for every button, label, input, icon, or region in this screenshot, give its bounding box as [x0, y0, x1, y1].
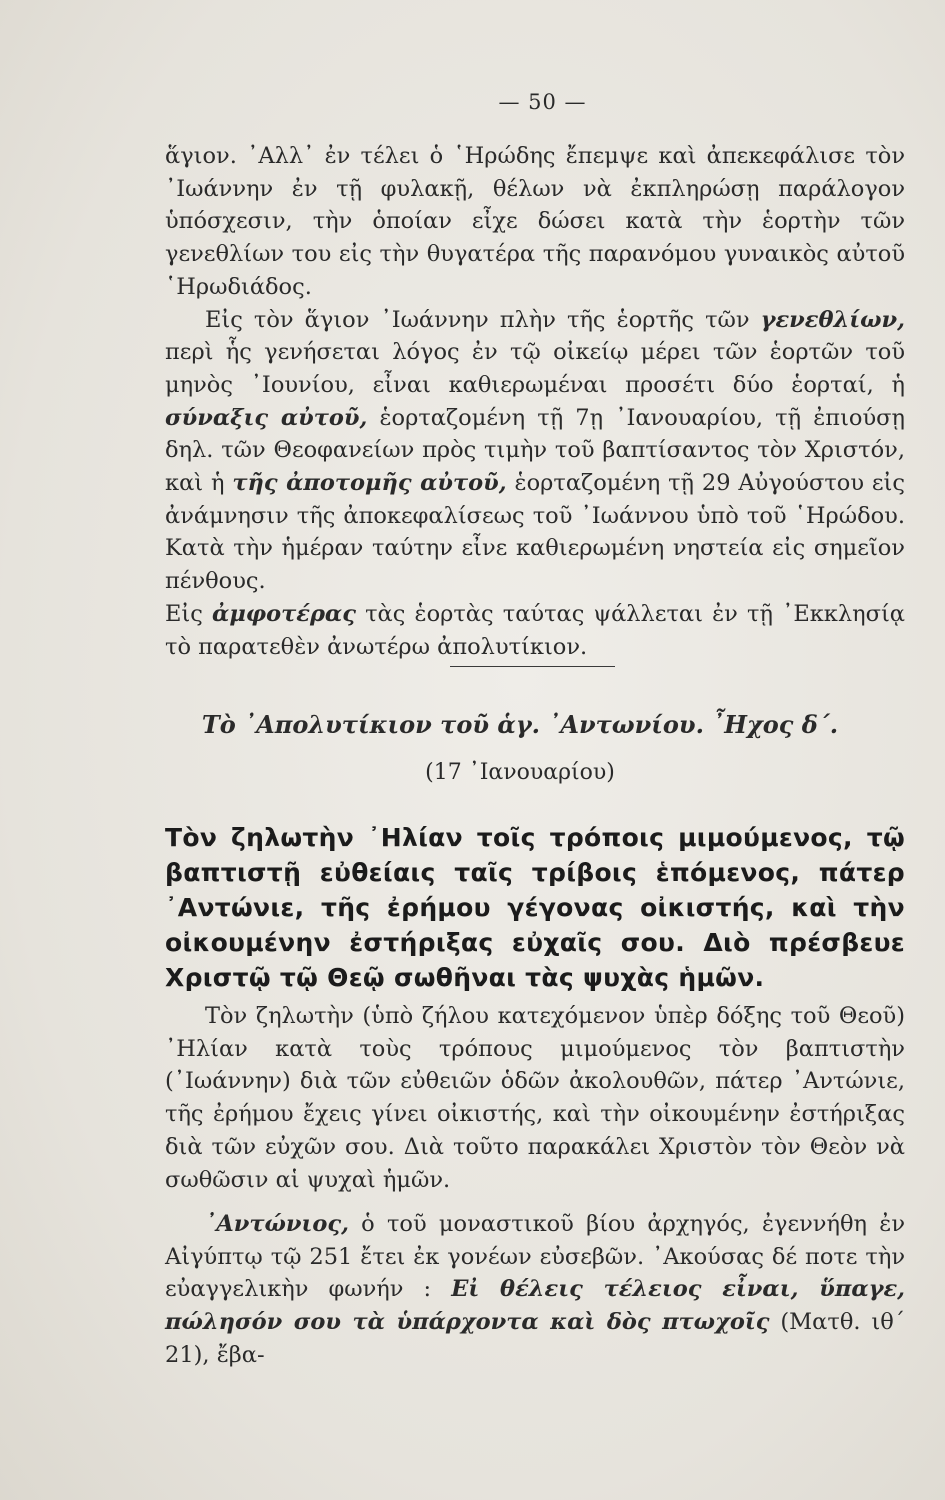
section-date: (17 ᾿Ιανουαρίου) [425, 760, 615, 785]
p2b-bold-1: ἀμφοτέρας [212, 600, 356, 627]
paragraph-herod [165, 140, 905, 663]
p2-bold-1: γενεθλίων, [760, 306, 905, 333]
p4-bold-2: Εἰ θέλεις τέλειος εἶναι, ὕπαγε, πώλησόν σου τὰ ὑπάρχοντα καὶ δὸς πτωχοῖς [165, 1276, 905, 1336]
paragraph-2b [165, 598, 905, 663]
paragraph-antonios [165, 1208, 905, 1372]
p2-text-1: Εἰς τὸν ἅγιον ᾿Ιωάννην πλὴν τῆς ἑορτῆς τῶν [205, 306, 761, 333]
section-heading: Τὸ ᾿Απολυτίκιον τοῦ ἁγ. ᾿Αντωνίου. ῏Ηχος δ΄. [201, 710, 839, 739]
page-number: — 50 — [498, 90, 587, 114]
p2-text-2: περὶ ἧς γενήσεται λόγος ἐν τῷ οἰκείῳ μέρει τῶν ἑορτῶν τοῦ μηνὸς ᾿Ιουνίου, εἶναι καθιερωμέναι προσέτι δύο ἑορταί, ἡ [165, 339, 905, 398]
paragraph-1: ἅγιον. ᾿Αλλ᾿ ἐν τέλει ὁ ῾Ηρώδης ἔπεμψε καὶ ἀπεκεφάλισε τὸν ᾿Ιωάννην ἐν τῇ φυλακῇ, θέλων νὰ ἐκπληρώσῃ παράλογον ὑπόσχεσιν, τὴν ὁποίαν εἶχε δώσει κατὰ τὴν ἑορτὴν τῶν γενεθλίων του εἰς τὴν θυγατέρα τῆς παρανόμου γυναικὸς αὐτοῦ ῾Ηρωδιάδος. [165, 143, 905, 300]
paragraph-4 [165, 1208, 905, 1372]
p2b-text-1: Εἰς [165, 600, 212, 627]
p4-text-1: ὁ τοῦ μοναστικοῦ βίου ἀρχηγός, ἐγεννήθη ἐν Αἰγύπτῳ τῷ 251 ἔτει ἐκ γονέων εὐσεβῶν. ᾿Ακούσας δέ ποτε τὴν εὐαγγελικὴν φωνήν : [165, 1211, 905, 1303]
p4-bold-1: ᾿Αντώνιος, [205, 1211, 349, 1237]
p2-text-3: ἑορταζομένη τῇ 7ῃ ᾿Ιανουαρίου, τῇ ἐπιούσῃ δηλ. τῶν Θεοφανείων πρὸς τιμὴν τοῦ βαπτίσαντος τὸν Χριστόν, καὶ ἡ [165, 404, 905, 497]
p2-bold-2: σύναξις αὐτοῦ, [165, 404, 368, 431]
paragraph-paraphrase [165, 1000, 905, 1196]
p4-text-2: (Ματθ. ιθ΄ 21), ἔβα- [165, 1309, 905, 1368]
hymn-text: Τὸν ζηλωτὴν ᾿Ηλίαν τοῖς τρόποις μιμούμενος, τῷ βαπτιστῇ εὐθείαις ταῖς τρίβοις ἑπόμενος, πάτερ ᾿Αντώνιε, τῆς ἐρήμου γέγονας οἰκιστής, καὶ τὴν οἰκουμένην ἐστήριξας εὐχαῖς σου. Διὸ πρέσβευε Χριστῷ τῷ Θεῷ σωθῆναι τὰς ψυχὰς ἡμῶν. [165, 823, 905, 992]
p2-text-4: ἑορταζομένη τῇ 29 Αὐγούστου εἰς ἀνάμνησιν τῆς ἀποκεφαλίσεως τοῦ ᾿Ιωάννου ὑπὸ τοῦ ῾Ηρώδου. Κατὰ τὴν ἡμέραν ταύτην εἶνε καθιερωμένη νηστεία εἰς σημεῖον πένθους. [165, 470, 905, 595]
paragraph-2 [165, 304, 905, 598]
section-divider [450, 666, 615, 667]
p2b-text-2: τὰς ἑορτὰς ταύτας ψάλλεται ἐν τῇ ᾿Εκκλησίᾳ τὸ παρατεθὲν ἀνωτέρω ἀπολυτίκιον. [165, 600, 905, 660]
p2-bold-3: τῆς ἀποτομῆς αὐτοῦ, [232, 470, 507, 497]
paragraph-3: Τὸν ζηλωτὴν (ὑπὸ ζήλου κατεχόμενον ὑπὲρ δόξης τοῦ Θεοῦ) ᾿Ηλίαν κατὰ τοὺς τρόπους μιμούμενος τὸν βαπτιστὴν (᾿Ιωάννην) διὰ τῶν εὐθειῶν ὁδῶν ἀκολουθῶν, πάτερ ᾿Αντώνιε, τῆς ἐρήμου ἔχεις γίνει οἰκιστής, καὶ τὴν οἰκουμένην ἐστήριξας διὰ τῶν εὐχῶν σου. Διὰ τοῦτο παρακάλει Χριστὸν τὸν Θεὸν νὰ σωθῶσιν αἱ ψυχαὶ ἡμῶν. [165, 1003, 905, 1193]
